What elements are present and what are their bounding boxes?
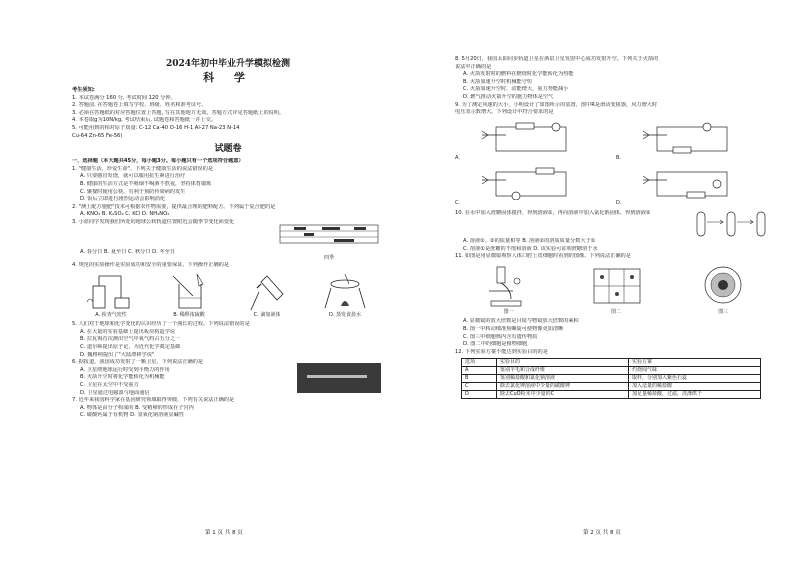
option: D. 卫星通过电磁波与地面通信: [80, 389, 150, 396]
figure-c-label: C. 滴加液体: [253, 311, 281, 318]
option: B. 火箭加速升空时机械能守恒: [463, 78, 533, 85]
option: C. 卫星在太空中不受重力: [80, 382, 139, 389]
question-6-block: [72, 359, 384, 397]
table-header: 实验方案: [629, 359, 761, 367]
figure-a-label: A. 检查气密性: [95, 311, 127, 318]
notes-heading: 考生须知:: [72, 87, 95, 93]
figure-d: [315, 272, 375, 320]
cell-label-2: 图二: [610, 308, 621, 315]
option: C. 道尔顿提出原子论，为近代化学奠定基础: [80, 344, 181, 351]
question-3-block: [72, 219, 384, 262]
option: B. 健康的生活方式是不吸烟不喝酒不熬夜，坚持体育锻炼: [80, 180, 212, 187]
question-8-cont: 说法中正确的是: [455, 63, 492, 70]
table-cell: A: [462, 367, 497, 375]
table-cell: 灼烧闻气味: [629, 367, 761, 375]
table-cell: C: [462, 383, 497, 391]
cells-figure-2: [586, 263, 646, 317]
option: C. 溶液①是蔗糖的不饱和溶液 D. 该实验可证明蔗糖溶于水: [463, 245, 598, 252]
question-9-cont: 电压表示数增大。下列设计中符合要求的是: [455, 109, 554, 116]
table-cell: 取样，分别加入紫色石蕊: [629, 375, 761, 383]
test-tube-figure: [687, 210, 777, 238]
circuit-d-label: D.: [616, 200, 622, 207]
table-cell: D: [462, 391, 497, 399]
cell-figures: [455, 263, 777, 317]
exam-title: 2024年初中毕业升学模拟检测: [165, 59, 291, 69]
circuit-diagram-c: [476, 164, 596, 200]
question-4: 4. 规范的实验操作是实验成功和安全的重要保证。下列操作正确的是: [72, 262, 230, 269]
option: D. 图二中的细胞是植物细胞: [463, 341, 528, 348]
question-9: 9. 为了测定风速的大小，小明设计了如图所示的装置，图中R是滑动变阻器，风力增大时: [455, 101, 658, 108]
table-row: [462, 367, 761, 375]
table-cell: B: [462, 375, 497, 383]
option: A. 火箭发射时的燃料在燃烧时化学能转化为热能: [463, 71, 574, 78]
dilute-acid-diagram: [159, 272, 219, 312]
season-bar-chart: [274, 219, 384, 251]
exam-subject: 科 学: [203, 71, 253, 84]
table-cell: 加足量稀盐酸，过滤，洗涤烘干: [629, 391, 761, 399]
airtight-check-diagram: [81, 272, 141, 312]
option: B. 拉瓦锡首次测出空气中氧气约占五分之一: [80, 336, 181, 343]
option: C. 图三中细胞核内含有遗传物质: [463, 333, 538, 340]
figure-b: [159, 272, 219, 320]
circuit-c: [455, 164, 616, 208]
q4-figures: [72, 272, 384, 320]
figure-a: [81, 272, 141, 320]
figure-b-label: B. 稀释浓硫酸: [173, 311, 205, 318]
question-2: 2. "测土配方施肥"技术可根据农作物需要，提供最合理的肥料配方。下列属于复合肥的是: [72, 203, 276, 210]
circuit-a: [455, 119, 616, 163]
option: C. 聚餐时使用公筷，有利于预防传染病的发生: [80, 188, 186, 195]
table-cell: 加入适量的稀盐酸: [629, 383, 761, 391]
note-line: 3. 必须在答题纸的对应答题位置上答题, 写在其他地方无效。答题方式详见答题纸上的说明。: [72, 109, 285, 116]
table-header-row: [462, 359, 761, 367]
table-row: [462, 391, 761, 399]
option: A. 显微镜的放大倍数是目镜与物镜放大倍数的乘积: [463, 318, 579, 325]
option: D. 饭后立即进行剧烈运动会影响消化: [80, 196, 166, 203]
option: A. 在大量的实验基础上提出板块构造学说: [80, 328, 175, 335]
experiment-table: [461, 358, 761, 399]
circuit-b: [616, 119, 777, 163]
option: A. KNO₃ B. K₂SO₄ C. KCl D. NH₄NO₃: [80, 211, 170, 218]
circuit-c-label: C.: [455, 200, 461, 207]
option: D. 魏格纳提出了"大陆漂移学说": [80, 351, 155, 358]
section-heading: 一、选择题（本大题共45分，每小题3分。每小题只有一个选项符合题意）: [72, 158, 244, 165]
circuit-figures: [455, 119, 777, 208]
microscope-figure: [479, 263, 539, 317]
option: B. 图一中转动细准焦螺旋可使物像更加清晰: [463, 325, 564, 332]
note-line: 5. 可能用到的相对原子质量: C-12 Ca-40 O-16 H-1 Al-27 Na-23 N-14: [72, 124, 240, 131]
cells-figure-3: [693, 263, 753, 317]
note-line: 1. 本试卷满分 160 分, 考试时间 120 分钟。: [72, 94, 176, 101]
option: A. 春分日 B. 夏至日 C. 秋分日 D. 冬至日: [80, 248, 176, 255]
dropper-diagram: [237, 272, 297, 312]
left-footer: 第 1 页 共 8 页: [205, 530, 243, 536]
cell-diagram-2: [586, 263, 646, 309]
option: C. 火箭加速升空时，动能增大，重力势能减小: [463, 86, 569, 93]
option: A. 溶液①、②的质量相等 B. 溶液②的溶质质量分数大于①: [463, 237, 596, 244]
notes-list: [72, 95, 384, 141]
question-8: 8. 5月20日，我国太阳同步轨道卫星在酒泉卫星发射中心成功发射升空。下列关于火箭的: [455, 56, 659, 62]
figure-d-label: D. 蒸发食盐水: [328, 311, 362, 318]
satellite-photo: [297, 363, 381, 393]
paper-heading: 试题卷: [214, 144, 242, 155]
circuit-b-label: B.: [616, 154, 622, 161]
table-row: [462, 375, 761, 383]
option: C. 碳酸钙属于有机物 D. 氢氧化钠溶液显碱性: [80, 412, 185, 419]
question-10-block: [455, 210, 777, 238]
table-header: 实验目的: [497, 359, 629, 367]
circuit-d: [616, 164, 777, 208]
microscope-diagram: [479, 263, 539, 309]
table-cell: 鉴别羊毛和合成纤维: [497, 367, 629, 375]
table-cell: 除去CuO粉末中少量的C: [497, 391, 629, 399]
question-1: 1. "健康生活，珍爱生命"。下列关于健康生活的说法错误的是: [72, 165, 214, 172]
option: A. 卫星绕地球运行时受到平衡力的作用: [80, 366, 170, 373]
question-7: 7. 近年来我国科学家在基因研究领域取得突破，下列有关说法正确的是: [72, 397, 235, 404]
option: A. 只要感冒发烧，就可以服用抗生素进行治疗: [80, 173, 186, 180]
evaporation-diagram: [315, 272, 375, 312]
option: D. 燃气推动火箭升空的施力物体是空气: [463, 93, 554, 100]
circuit-a-label: A.: [455, 154, 460, 161]
question-5: 5. 人们对于地球和化学变化的认识经历了一个漫长的过程。下列说法错误的是: [72, 321, 250, 328]
question-3: 3. 小蓝同学发现我们所处的地球公转轨道位置附近会随季节变化而变化: [72, 218, 235, 225]
bar-figure: [274, 219, 384, 262]
figure-c: [237, 272, 297, 320]
option: A. 物体是由分子构成的 B. 受精卵的形成在子宫内: [80, 404, 194, 411]
circuit-diagram-a: [476, 119, 596, 155]
table-cell: 鉴别稀盐酸和氯化钠溶液: [497, 375, 629, 383]
table-header: 选项: [462, 359, 497, 367]
option: B. 火箭升空时将化学能转化为机械能: [80, 374, 165, 381]
cell-label-1: 图一: [503, 308, 514, 315]
table-cell: 除去氯化钾溶液中少量的碳酸钾: [497, 383, 629, 391]
note-line: 2. 答题前, 在答题卷上填写学校、班级、姓名和准考证号。: [72, 102, 207, 109]
left-page: [72, 52, 384, 512]
table-row: [462, 383, 761, 391]
cell-diagram-3: [693, 263, 753, 309]
cell-label-3: 图三: [718, 308, 729, 315]
question-10: 10. 在水中加入蔗糖固体搅拌，得到溶液①，再向溶液中加入氯化钠固体，得到溶液②: [455, 209, 651, 216]
bar-chart-label: 四季: [323, 254, 334, 261]
circuit-diagram-d: [637, 164, 757, 200]
right-footer: 第 2 页 共 8 页: [583, 530, 621, 536]
circuit-diagram-b: [637, 119, 757, 155]
note-line: 4. 本卷取g为10N/kg, 考试结束后, 试题卷和答题纸一并上交。: [72, 117, 216, 124]
question-12: 12. 下列实验方案不能达到实验目的的是: [455, 348, 548, 355]
note-line: Cu-64 Zn-65 Fe-56): [72, 132, 123, 139]
right-page: [455, 56, 777, 516]
question-6: 6. 据报道，我国成功发射了一颗卫星，下列说法正确的是: [72, 359, 204, 366]
question-11: 11. 如图是用显微镜观察人体口腔上皮细胞时看到的图像。下列说法正确的是: [455, 253, 631, 260]
